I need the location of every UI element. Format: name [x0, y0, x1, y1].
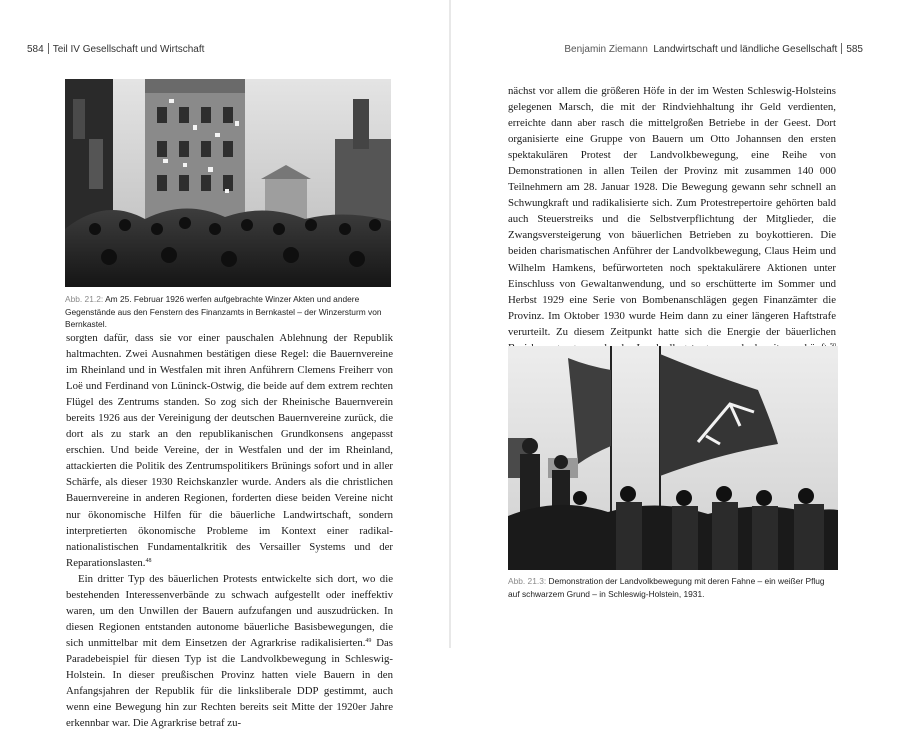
figure-21-3-photo: [508, 346, 838, 570]
landvolk-flag-photo-image: [508, 346, 838, 570]
figure-number: Abb. 21.2:: [65, 294, 104, 304]
paragraph-text: nächst vor allem die größeren Höfe in der im Westen Schleswig-Holsteins gelegenen Marsch, die mit der Rindviehhaltung ihr Geld verdienten, erreichte dann aber rasch die mittelgroßen Betriebe in der Geest. Dort organisierte eine Gruppe von Bauern um Otto Johannsen den ersten spektakulären Protest der Landvolkbewegung, eine Reihe von Demonstrationen in allen Teilen der Provinz mit zusammen 140 000 Teilnehmern am 28. Januar 1928. Die Bewegung gewann sehr schnell an Schwungkraft und radikalisierte sich. Zum Protestrepertoire gehörten bald auch Steuerstreiks und die Selbstverpflichtung der Mitglieder, die Zwangsversteigerung von bäuerlichen Betrieben zu boykottieren. Die beiden charismatischen Anführer der Landvolkbewegung, Claus Heim und Wilhelm Hamkens, befürworteten noch spektakulärere Aktionen unter Einschluss von Gewaltanwendung, und so erschütterte im Sommer und Herbst 1929 eine Serie von Bombenanschlägen gegen Finanzämter die Provinz. Im Oktober 1930 wurde Heim dann zu einer längeren Haftstrafe verurteilt. Zu diesem Zeitpunkt hatte sich die Energie der bäuerlichen: [508, 85, 836, 338]
right-page: [451, 0, 901, 648]
footnote-marker: 49: [365, 637, 372, 644]
left-body-text: [66, 330, 393, 731]
right-page-number: 585: [846, 44, 863, 55]
paragraph: [66, 571, 393, 731]
paragraph: [66, 330, 393, 571]
figure-21-2-photo: [65, 79, 391, 287]
figure-21-2-caption: [65, 293, 395, 331]
left-running-head-title: Teil IV Gesellschaft und Wirtschaft: [52, 44, 205, 55]
figure-number: Abb. 21.3:: [508, 576, 547, 586]
paragraph-text: Das Paradebeispiel für diesen Typ ist die Landvolkbewegung in Schleswig-Holstein. In dieser preußischen Provinz hatten viele Bauern in den Anfangsjahren der Republik für die linksliberale DDP gestimmt, auch wenn eine Bewegung hin zur Rechten bereits seit Mitte der 1920er Jahre erkennbar war. Die Agrarkrise betraf zu-: [66, 636, 393, 730]
running-head-divider: [841, 43, 842, 54]
figure-21-3-caption: [508, 575, 838, 600]
left-running-head: [27, 43, 204, 55]
left-page-number: 584: [27, 44, 44, 55]
left-page: [0, 0, 450, 730]
figure-caption-text: Am 25. Februar 1926 werfen aufgebrachte Winzer Akten und andere Gegenstände aus den Fenstern des Finanzamts in Bernkastel – der Winzersturm von Bernkastel.: [65, 294, 382, 329]
right-running-head: [564, 43, 863, 55]
right-running-head-author: Benjamin Ziemann: [564, 44, 648, 55]
running-head-divider: [48, 43, 49, 54]
paragraph-text: sorgten dafür, dass sie vor einer pauschalen Ablehnung der Republik haltmachten. Zwei Ausnahmen bestätigen diese Regel: die Bauernvereine im Rheinland und in Westfalen mit ihren Anführern Clemens Freiherr von Loë und Ferdinand von Lüninck-Ostwig, die beide auf dem extrem rechten Flügel des Zentrums standen. So zog sich der Rheinische Bauernverein bereits 1926 aus der Vereinigung der deutschen Bauernvereine zurück, die dort als zu stark an den republikanischen Grundkonsens angepasst erschien. Und beide Vereine, der in Westfalen und der im Rheinland, attackierten die Politik des Zentrumspolitikers Brünings sofort und in aller Schärfe, als dieser 1930 Reichskanzler wurde. Anders als die christlichen Bauernvereine in anderen Regionen, forderten diese beiden Vereine nicht nur ökonomische Hilfen für die bäuerliche Landwirtschaft, sondern interpretierten ökonomische Probleme im Kontext einer radikal-nationalistischen Fundamentalkritik des Versailler Systems und der Reparationslasten.: [66, 332, 393, 569]
footnote-marker: 48: [145, 557, 152, 564]
winzersturm-photo-image: [65, 79, 391, 287]
right-running-head-title: Landwirtschaft und ländliche Gesellschaft: [653, 44, 838, 55]
paragraph-text: Ein dritter Typ des bäuerlichen Protests entwickelte sich dort, wo die bestehenden Interessenverbände zu schwach aufgestellt oder ineffektiv waren, um den Unwillen der Bauern aufzufangen und auszudrücken. In diesen Regionen entstanden autonome bäuerliche Basisbewegungen, die sich unmittelbar mit dem Einsetzen der Agrarkrise radikalisierten.: [66, 572, 393, 649]
figure-caption-text: Demonstration der Landvolkbewegung mit deren Fahne – ein weißer Pflug auf schwarzem Grund – in Schleswig-Holstein, 1931.: [508, 576, 825, 599]
